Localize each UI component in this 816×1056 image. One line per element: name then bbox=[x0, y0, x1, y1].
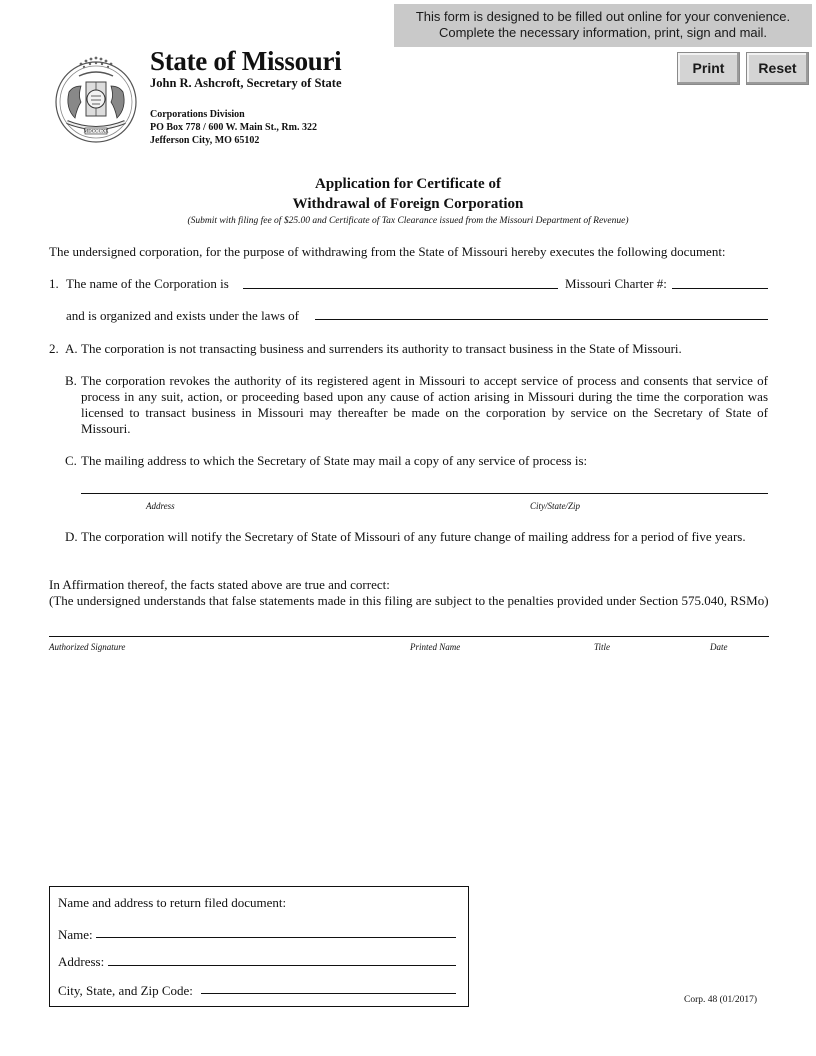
form-number: Corp. 48 (01/2017) bbox=[684, 995, 758, 1005]
item-2c-text: The mailing address to which the Secretary of State may mail a copy of any service of process is: bbox=[81, 453, 588, 468]
affirmation-text: In Affirmation thereof, the facts stated above are true and correct: bbox=[49, 577, 390, 592]
state-of-incorporation-field[interactable] bbox=[315, 319, 768, 320]
return-address-box bbox=[49, 886, 469, 1007]
state-title: State of Missouri bbox=[150, 46, 342, 76]
division-address-2: Jefferson City, MO 65102 bbox=[150, 135, 260, 146]
return-box-heading: Name and address to return filed document: bbox=[58, 895, 287, 910]
corporation-name-field[interactable] bbox=[243, 288, 558, 289]
print-button[interactable]: Print bbox=[677, 52, 740, 85]
return-address-field[interactable] bbox=[108, 965, 456, 966]
missouri-state-seal bbox=[51, 52, 141, 146]
online-form-banner bbox=[394, 4, 812, 47]
item-2d-text: The corporation will notify the Secretary of State of Missouri of any future change of mailing address for a period of five years. bbox=[81, 529, 746, 544]
banner-line-2: Complete the necessary information, print, sign and mail. bbox=[438, 25, 768, 40]
seal-year-text: MDCCCXX bbox=[83, 129, 109, 135]
corporation-name-label: The name of the Corporation is bbox=[66, 276, 229, 291]
item-2a-text: The corporation is not transacting business and surrenders its authority to transact business in the State of Missouri. bbox=[81, 341, 682, 356]
city-state-zip-caption: City/State/Zip bbox=[530, 501, 581, 511]
title-caption: Title bbox=[594, 642, 611, 652]
return-csz-field[interactable] bbox=[201, 993, 456, 994]
address-caption: Address bbox=[146, 501, 175, 511]
item-2b-label: B. bbox=[65, 373, 77, 388]
return-name-label: Name: bbox=[58, 927, 93, 942]
item-2d-label: D. bbox=[65, 529, 78, 544]
secretary-name: John R. Ashcroft, Secretary of State bbox=[150, 76, 342, 90]
item-2b-text: The corporation revokes the authority of its registered agent in Missouri to accept service of process and consents that service of process in any suit, action, or proceeding based upon any cause of action arising in Missouri during the time the corporation was licensed to transact business in Missouri may thereafter be made on the corporation by service on the Secretary of State of Missouri. bbox=[81, 373, 768, 436]
return-name-field[interactable] bbox=[96, 937, 456, 938]
authorized-signature-caption: Authorized Signature bbox=[49, 642, 126, 652]
return-csz-label: City, State, and Zip Code: bbox=[58, 983, 193, 998]
item-2c-label: C. bbox=[65, 453, 77, 468]
banner-line-1: This form is designed to be filled out online for your convenience. bbox=[415, 9, 791, 24]
form-title-line-1: Application for Certificate of bbox=[315, 176, 501, 192]
charter-number-label: Missouri Charter #: bbox=[565, 276, 667, 291]
reset-button[interactable]: Reset bbox=[746, 52, 809, 85]
return-address-label: Address: bbox=[58, 954, 105, 969]
form-subtitle: (Submit with filing fee of $25.00 and Certificate of Tax Clearance issued from the Missouri Department of Revenue) bbox=[187, 216, 629, 226]
organized-under-label: and is organized and exists under the laws of bbox=[66, 308, 299, 323]
item-2-number: 2. bbox=[49, 341, 59, 356]
date-caption: Date bbox=[710, 642, 728, 652]
item-1-number: 1. bbox=[49, 276, 59, 291]
signature-field[interactable] bbox=[49, 636, 769, 637]
printed-name-caption: Printed Name bbox=[410, 642, 461, 652]
intro-text: The undersigned corporation, for the purpose of withdrawing from the State of Missouri hereby executes the following document: bbox=[49, 244, 726, 259]
mailing-address-field[interactable] bbox=[81, 493, 768, 494]
division-address-1: PO Box 778 / 600 W. Main St., Rm. 322 bbox=[150, 122, 317, 133]
charter-number-field[interactable] bbox=[672, 288, 768, 289]
item-2a-label: A. bbox=[65, 341, 78, 356]
division-name: Corporations Division bbox=[150, 109, 245, 120]
penalty-notice: (The undersigned understands that false statements made in this filing are subject to the penalties provided under Section 575.040, RSMo) bbox=[49, 593, 769, 608]
form-title-line-2: Withdrawal of Foreign Corporation bbox=[292, 196, 524, 212]
